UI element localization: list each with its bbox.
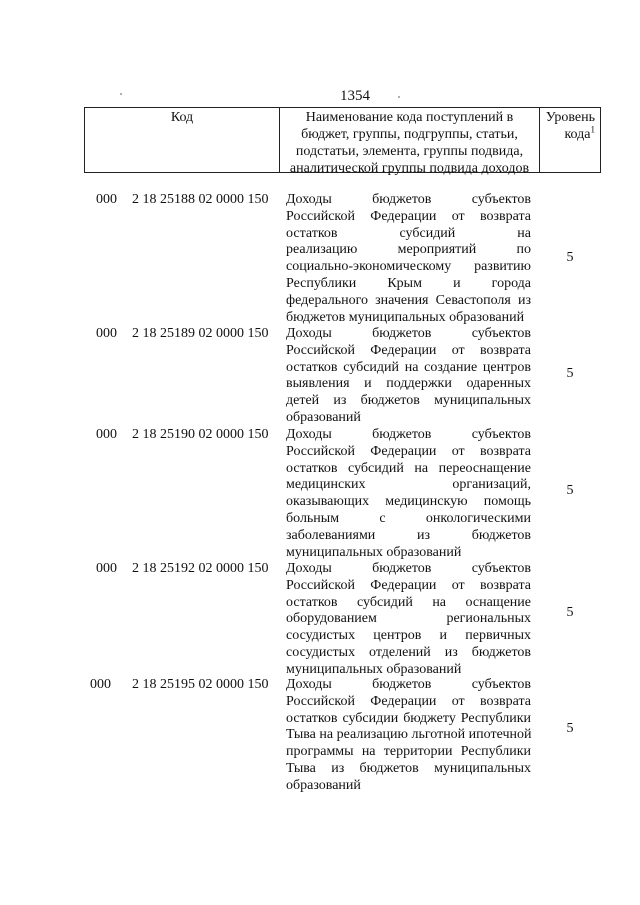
description-line: федерального значения Севастополя из <box>286 292 531 308</box>
description-line: Доходы бюджетов субъектов <box>286 677 531 692</box>
revenue-description <box>286 192 531 326</box>
description-line: остатков субсидий на создание центров <box>286 359 531 375</box>
description-line: программы на территории Республики <box>286 744 531 760</box>
description-line: Доходы бюджетов субъектов <box>286 192 531 207</box>
admin-code: 000 <box>96 561 117 576</box>
admin-code: 000 <box>90 677 111 692</box>
header-level-line: Уровень <box>545 110 595 125</box>
header-code-cell <box>85 108 280 172</box>
code-level: 5 <box>566 250 574 265</box>
description-line: заболеваниями из бюджетов <box>286 527 531 543</box>
revenue-description <box>286 427 531 561</box>
description-line: муниципальных образований <box>286 544 462 560</box>
description-line: Российской Федерации от возврата <box>286 443 531 459</box>
code-level: 5 <box>566 483 574 498</box>
revenue-description <box>286 561 531 679</box>
description-line: Доходы бюджетов субъектов <box>286 561 531 576</box>
header-level-line: кода <box>564 127 591 142</box>
description-line: Российской Федерации от возврата <box>286 208 531 224</box>
revenue-code: 2 18 25192 02 0000 150 <box>132 561 269 576</box>
admin-code: 000 <box>96 192 117 207</box>
code-level: 5 <box>566 366 574 381</box>
header-name-line: подстатьи, элемента, группы подвида, <box>295 144 524 159</box>
revenue-code: 2 18 25189 02 0000 150 <box>132 326 269 341</box>
table-header <box>84 107 601 176</box>
description-line: остатков субсидий на <box>286 225 531 241</box>
description-line: реализацию мероприятий по <box>286 242 531 258</box>
description-line: Российской Федерации от возврата <box>286 577 531 593</box>
revenue-code: 2 18 25188 02 0000 150 <box>132 192 269 207</box>
description-line: Доходы бюджетов субъектов <box>286 427 531 442</box>
description-line: сосудистых отделений из бюджетов <box>286 644 531 660</box>
description-line: остатков субсидий на переоснащение <box>286 460 531 476</box>
header-name-cell <box>280 108 540 176</box>
description-line: остатков субсидий на оснащение <box>286 594 531 610</box>
description-line: образований <box>286 777 361 793</box>
description-line: детей из бюджетов муниципальных <box>286 393 531 409</box>
page-number: 1354 <box>340 88 370 104</box>
description-line: социально-экономическому развитию <box>286 259 531 275</box>
admin-code: 000 <box>96 326 117 341</box>
scan-speck <box>398 96 400 98</box>
revenue-description <box>286 677 531 795</box>
revenue-code: 2 18 25195 02 0000 150 <box>132 677 269 692</box>
revenue-description <box>286 326 531 427</box>
description-line: Тыва из бюджетов муниципальных <box>286 760 531 776</box>
description-line: Российской Федерации от возврата <box>286 342 531 358</box>
code-level: 5 <box>566 721 574 736</box>
description-line: сосудистых центров и первичных <box>286 628 531 644</box>
description-line: медицинских организаций, <box>286 477 531 493</box>
description-line: Российской Федерации от возврата <box>286 693 531 709</box>
description-line: оказывающих медицинскую помощь <box>286 494 531 510</box>
description-line: оборудованием региональных <box>286 611 531 627</box>
admin-code: 000 <box>96 427 117 442</box>
description-line: Доходы бюджетов субъектов <box>286 326 531 341</box>
scan-speck <box>120 93 122 95</box>
header-name-line: бюджет, группы, подгруппы, статьи, <box>301 127 518 142</box>
header-level-footnote: 1 <box>590 124 595 135</box>
revenue-code: 2 18 25190 02 0000 150 <box>132 427 269 442</box>
description-line: образований <box>286 409 361 425</box>
header-code-label: Код <box>170 110 194 125</box>
header-name-line: аналитической группы подвида доходов <box>289 161 530 176</box>
header-name-line: Наименование кода поступлений в <box>305 110 514 125</box>
header-level-cell <box>540 108 600 172</box>
description-line: больным с онкологическими <box>286 510 531 526</box>
description-line: муниципальных образований <box>286 661 462 677</box>
description-line: Республики Крым и города <box>286 275 531 291</box>
description-line: выявления и поддержки одаренных <box>286 376 531 392</box>
description-line: Тыва на реализацию льготной ипотечной <box>286 727 532 743</box>
code-level: 5 <box>566 605 574 620</box>
description-line: остатков субсидии бюджету Республики <box>286 710 531 726</box>
description-line: бюджетов муниципальных образований <box>286 309 525 325</box>
